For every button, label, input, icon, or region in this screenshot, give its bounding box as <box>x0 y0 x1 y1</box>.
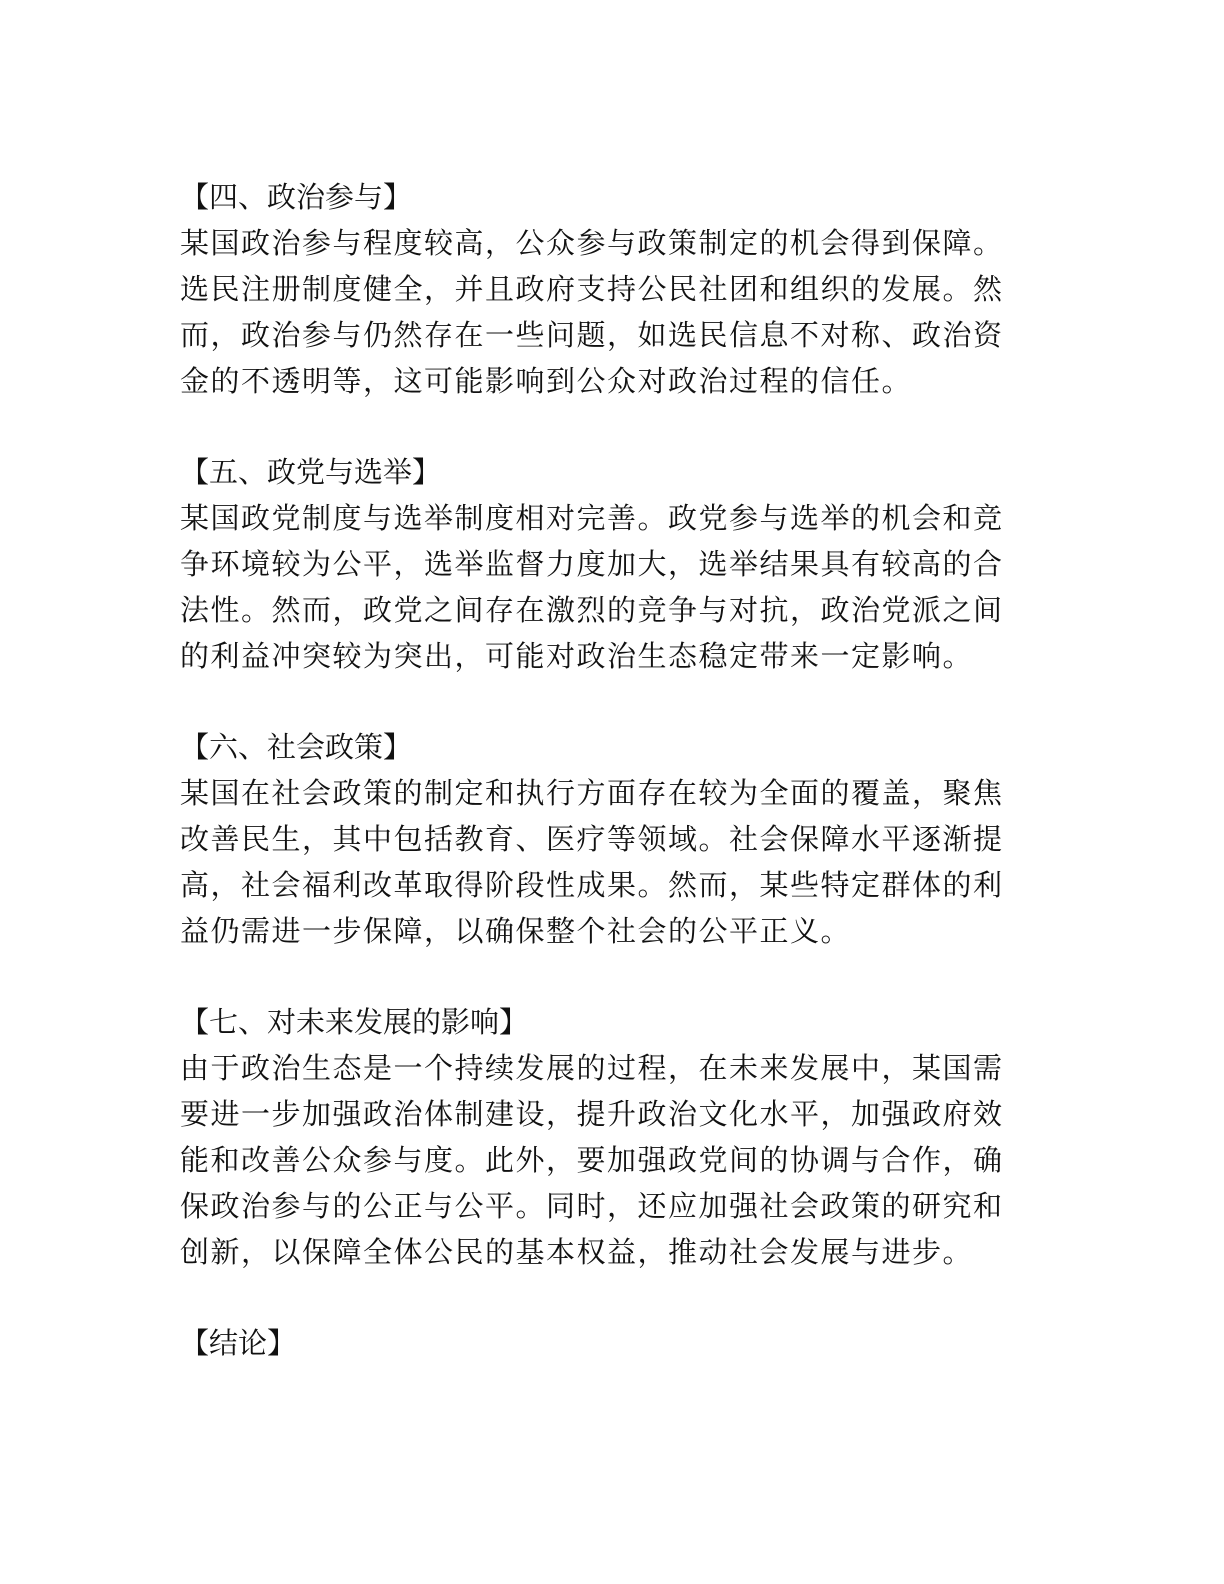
paragraph-line: 能和改善公众参与度。此外，要加强政党间的协调与合作，确 <box>180 1143 1004 1177</box>
section-social-policy <box>180 724 1040 954</box>
paragraph-line: 选民注册制度健全，并且政府支持公民社团和组织的发展。然 <box>180 272 1004 306</box>
section-conclusion <box>180 1320 1040 1366</box>
section-heading: 【四、政治参与】 <box>180 180 413 214</box>
paragraph-line: 高，社会福利改革取得阶段性成果。然而，某些特定群体的利 <box>180 868 1004 902</box>
section-paragraph <box>180 1045 1040 1275</box>
section-paragraph <box>180 220 1040 404</box>
paragraph-line: 由于政治生态是一个持续发展的过程，在未来发展中，某国需 <box>180 1051 1004 1085</box>
section-paragraph <box>180 495 1040 679</box>
section-heading: 【七、对未来发展的影响】 <box>180 1005 529 1039</box>
paragraph-line: 某国政党制度与选举制度相对完善。政党参与选举的机会和竞 <box>180 501 1004 535</box>
paragraph-line: 而，政治参与仍然存在一些问题，如选民信息不对称、政治资 <box>180 318 1004 352</box>
section-parties-elections <box>180 449 1040 679</box>
paragraph-line: 要进一步加强政治体制建设，提升政治文化水平，加强政府效 <box>180 1097 1004 1131</box>
section-heading: 【结论】 <box>180 1326 297 1360</box>
paragraph-line: 某国政治参与程度较高，公众参与政策制定的机会得到保障。 <box>180 226 1004 260</box>
paragraph-line: 某国在社会政策的制定和执行方面存在较为全面的覆盖，聚焦 <box>180 776 1004 810</box>
paragraph-line: 法性。然而，政党之间存在激烈的竞争与对抗，政治党派之间 <box>180 593 1004 627</box>
section-paragraph <box>180 770 1040 954</box>
section-future-impact <box>180 999 1040 1275</box>
paragraph-line: 的利益冲突较为突出，可能对政治生态稳定带来一定影响。 <box>180 639 974 673</box>
paragraph-line: 争环境较为公平，选举监督力度加大，选举结果具有较高的合 <box>180 547 1004 581</box>
section-heading: 【六、社会政策】 <box>180 730 413 764</box>
section-political-participation <box>180 174 1040 404</box>
paragraph-line: 保政治参与的公正与公平。同时，还应加强社会政策的研究和 <box>180 1189 1004 1223</box>
paragraph-line: 改善民生，其中包括教育、医疗等领域。社会保障水平逐渐提 <box>180 822 1004 856</box>
document-page <box>180 174 1040 1411</box>
paragraph-line: 金的不透明等，这可能影响到公众对政治过程的信任。 <box>180 364 913 398</box>
section-heading: 【五、政党与选举】 <box>180 455 442 489</box>
paragraph-line: 益仍需进一步保障，以确保整个社会的公平正义。 <box>180 914 852 948</box>
paragraph-line: 创新，以保障全体公民的基本权益，推动社会发展与进步。 <box>180 1235 974 1269</box>
